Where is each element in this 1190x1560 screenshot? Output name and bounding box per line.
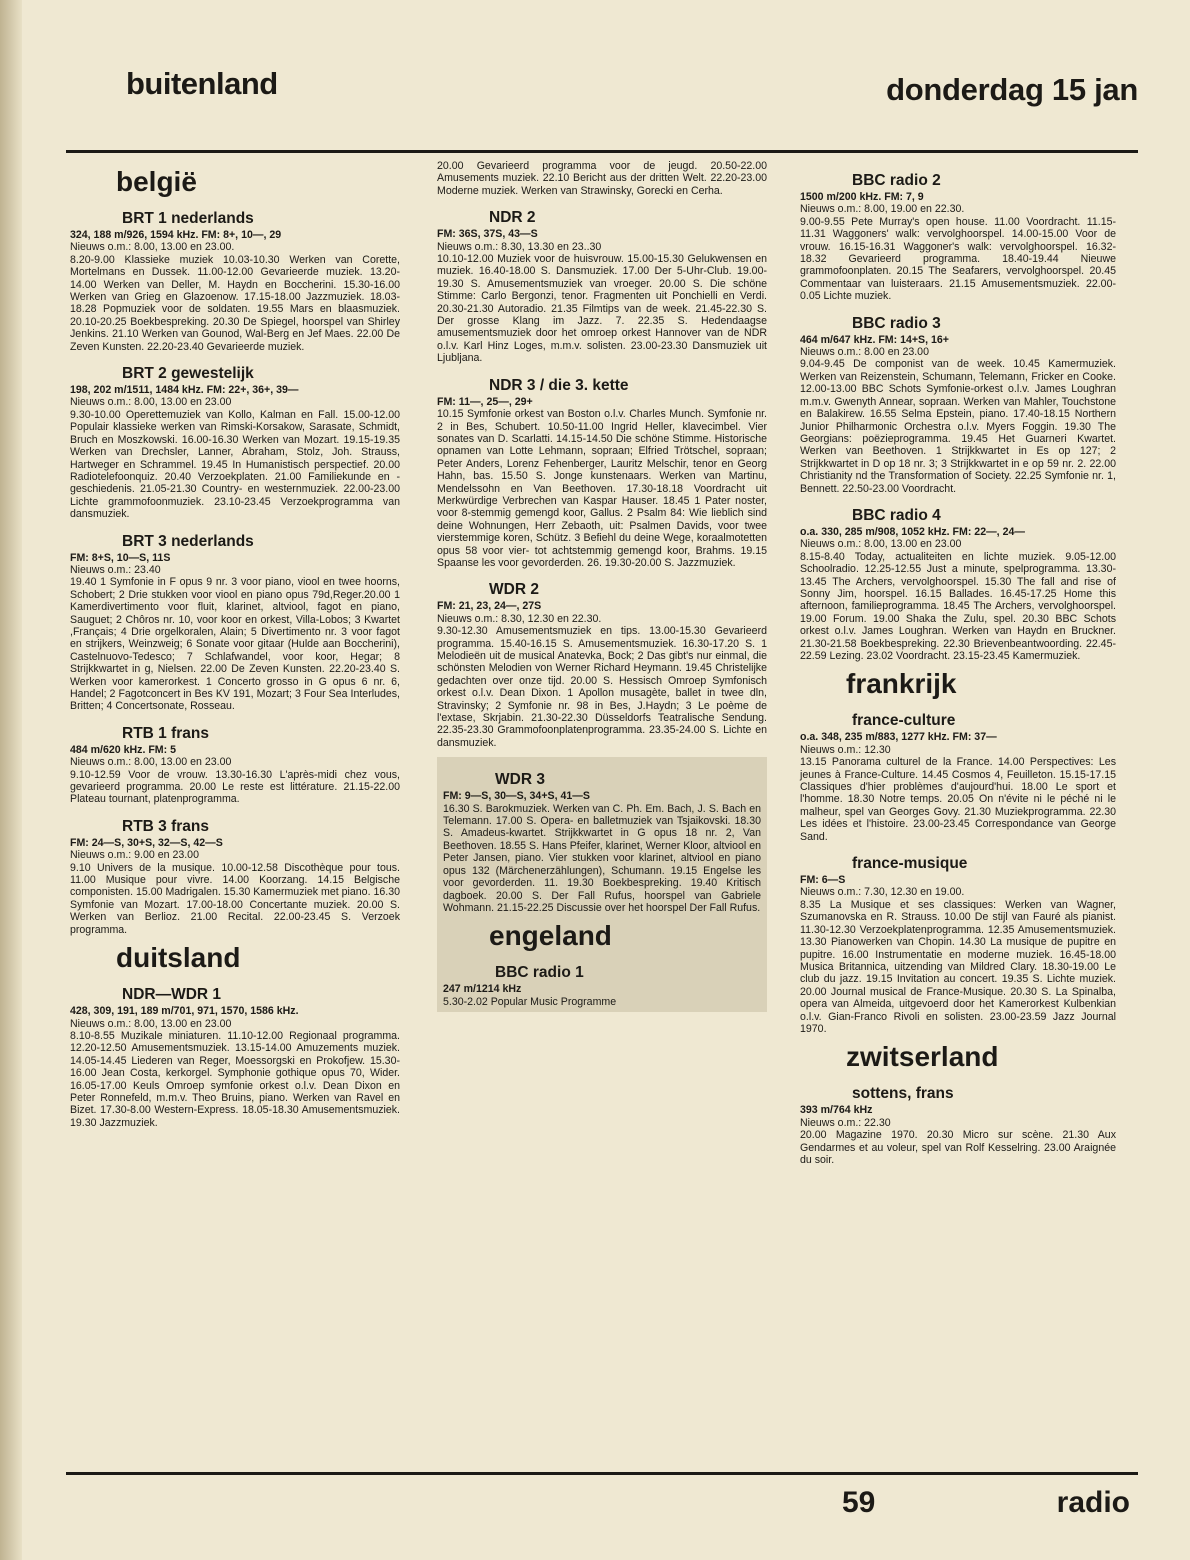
station-frequencies: o.a. 348, 235 m/883, 1277 kHz. FM: 37— [800,731,997,744]
news-times: Nieuws o.m.: 8.00, 19.00 en 22.30. [800,203,965,216]
station-name: sottens, frans [852,1085,954,1103]
country-heading: duitsland [116,942,241,974]
station-name: BRT 3 nederlands [122,532,254,550]
news-times: Nieuws o.m.: 8.00, 13.00 en 23.00 [70,756,232,769]
program-listing: 9.30-12.30 Amusementsmuziek en tips. 13.00-15.30 Gevarieerd programma. 15.40-16.15 S. Amusementsmuziek. 16.30-17.20 S. 1 Melodieën uit de musical Anatevka, Bock; 2 Das gibt's nur einmal, die schönsten Melodien von Werner Richard Heymann. 19.45 Christelijke gedachten over onze tijd. 20.00 S. Hessisch Omroep Symfonisch orkest o.l.v. Dean Dixon. 1 Apollon musagète, ballet in twee dln, Stravinsky; 2 Symfonie nr. 98 in Bes, J.Haydn; 3 Le poème de l'extase, Skrjabin. 21.30-22.30 Düsseldorfs Teatralische Sendung. 22.35-23.30 Grammofoonplatenprogramma. 23.35-24.00 S. Lichte en dansmuziek. [437,625,767,749]
station-name: BRT 1 nederlands [122,210,254,227]
station-name: BBC radio 3 [852,314,941,332]
program-listing: 9.30-10.00 Operettemuziek van Kollo, Kalman en Fall. 15.00-12.00 Populair klassieke werken van Rimski-Korsakow, Sarasate, Schmidt, Bruch en Moszkowski. 16.00-16.30 Werken van Mozart. 19.15-19.35 Werken van Drechsler, Lanner, Abraham, Stolz, Joh. Strauss, Hartweger en Schrammel. 19.45 In Humanistisch perspectief. 20.00 Radiotelefoonquiz. 20.40 Verzoekplaten. 21.00 Familiekunde en -geschiedenis. 21.05-21.30 Country- en westernmuziek. 22.00-23.00 Lichte grammofoonmuziek. 23.10-23.45 Verzoekprogramma van dansmuziek. [70,408,400,521]
station-frequencies: 247 m/1214 kHz [443,983,522,996]
program-listing: 9.04-9.45 De componist van de week. 10.45 Kamermuziek. Werken van Reizenstein, Schumann, Telemann, Fricker en Cooke. 12.00-13.00 BBC Schots Symfonie-orkest o.l.v. James Loughran m.m.v. Gwenyth Annear, sopraan. Werken van Mahler, Touchstone en Balakirew. 16.55 Selma Epstein, piano. 17.40-18.15 Northern Junior Philharmonic Orchestra o.l.v. Myers Foggin. 19.30 The Georgians: poëzieprogramma. 19.45 Het Guarneri Kwartet. Werken van Beethoven. 1 Strijkkwartet in Es op 127; 2 Strijkkwartet in D op 18 nr. 3; 3 Strijkkwartet in e op 59 nr. 2. 22.00 Christianity nd the Transformation of Society. 22.25 Symfonie nr. 1, Bennett. 22.50-23.00 Voordracht. [800,358,1116,495]
program-listing: 10.15 Symfonie orkest van Boston o.l.v. Charles Munch. Symfonie nr. 2 in Bes, Schubert. 10.50-11.00 Ingrid Heller, klavecimbel. Vier sonates van D. Scarlatti. 14.15-14.50 Die schöne Stimme. Historische opnamen van Lotte Lehmann, sopraan; Elfried Trötschel, sopraan; Peter Anders, Lorenz Fehenberger, Lauritz Melschir, tenor en Georg Hahn, bas. 15.50 S. Jonge kunstenaars. Werken van Martinu, Mendelssohn en Van Beethoven. 17.30-18.18 Voordracht uit Merkwürdige Verbrechen van Kaspar Hauser. 18.45 1 Pater noster, voor 8-stemmig gemengd koor, Gallus. 2 Psalm 84: Wie lieblich sind deine Wohnungen, Herr Zebaoth, uit: Psalmen Davids, voor twee vierstemmige koren, Schütz. 3 Befiehl du deine Wege, koraalmotetten opus 58 voor vier- tot achtstemmig gemengd koor, Brahms. 19.15 Spaanse les voor gevorderden. 26. 19.30-20.00 S. Jazzmuziek. [437,408,767,569]
station-name: BBC radio 2 [852,172,941,189]
station-frequencies: 1500 m/200 kHz. FM: 7, 9 [800,191,924,203]
program-listing: 9.10 Univers de la musique. 10.00-12.58 Discothèque pour tous. 11.00 Musique pour vivre. 14.00 Koorzang. 14.15 Belgische componisten. 15.00 Madrigalen. 15.30 Kamermuziek met piano. 16.30 Symfonie van Mozart. 17.00-18.00 Concertante muziek. 20.00 S. Werken van Berlioz. 21.00 Recital. 22.00-23.45 S. Verzoek programma. [70,861,400,936]
country-heading: belgië [116,166,197,197]
section-title: buitenland [126,66,278,101]
country-heading: frankrijk [846,668,957,700]
program-listing: 20.00 Magazine 1970. 20.30 Micro sur scène. 21.30 Aux Gendarmes et au voleur, spel van Rolf Kesselring. 23.00 Araignée du soir. [800,1129,1116,1166]
station-name: france-musique [852,855,968,873]
station-frequencies: 198, 202 m/1511, 1484 kHz. FM: 22+, 36+, 39— [70,384,299,397]
program-listing: 10.10-12.00 Muziek voor de huisvrouw. 15.00-15.30 Gelukwensen en muziek. 16.40-18.00 S. Dansmuziek. 17.00 Der 5-Uhr-Club. 19.00-19.30 S. Amusementsmuziek van vroeger. 20.00 S. Die schöne Stimme: Carlo Bergonzi, tenor. Fragmenten uit Ponchielli en Verdi. 20.30-21.30 Autoradio. 21.35 Filmtips van de week. 21.45-22.30 S. Der grosse Klang im Jazz. 7. 22.35 S. Hedendaagse amusementsmuziek door het omroep orkest Hannover van de NDR o.l.v. Karl Hinz Loges, m.m.v. solisten. 23.00-23.30 Dansmuziek uit Ljubljana. [437,253,767,365]
station-name: NDR—WDR 1 [122,986,222,1004]
program-listing: 8.35 La Musique et ses classiques: Werken van Wagner, Szumanovska en R. Strauss. 10.00 De stijl van Fauré als pianist. 11.30-12.30 Verzoekplatenprogramma. 12.35 Amusementsmuziek. 13.30 Pianowerken van Chopin. 14.30 La musique de pupitre en pupitre. 16.00 Instrumentatie en moderne muziek. 16.45-18.00 Musica Britannica, uitzending van Mildred Clary. 18.30-19.00 Le club du jazz. 19.15 Invitation au concert. 19.35 S. Lichte muziek. 20.00 Journal musical de France-Musique. 20.30 S. La Spinalba, opera van Almeida, uitgevoerd door het Kamerorkest Kulbenkian o.l.v. Gian-Franco Rivoli en solisten. 23.00-23.59 Jazz Journal 1970. [800,898,1116,1035]
news-times: Nieuws o.m.: 22.30 [800,1116,891,1129]
station-frequencies: FM: 8+S, 10—S, 11S [70,551,171,564]
station-frequencies: FM: 36S, 37S, 43—S [437,228,538,241]
station-name: BBC radio 4 [852,506,941,524]
news-times: Nieuws o.m.: 8.00 en 23.00 [800,346,929,359]
news-times: Nieuws o.m.: 9.00 en 23.00 [70,849,199,862]
top-divider [66,150,1138,153]
news-times: Nieuws o.m.: 23.40 [70,563,161,576]
station-name: NDR 2 [489,209,536,227]
news-times: Nieuws o.m.: 8.00, 13.00 en 23.00. [70,241,235,254]
news-times: Nieuws o.m.: 8.30, 12.30 en 22.30. [437,612,602,625]
program-listing: 8.15-8.40 Today, actualiteiten en lichte muziek. 9.05-12.00 Schoolradio. 12.25-12.55 Just a minute, spelprogramma. 13.30-13.45 The Archers, vervolghoorspel. 15.30 The fall and rise of Sonny Jim, hoorspel. 16.15 Ballades. 16.45-17.25 Home this afternoon, familieprogramma. 18.45 The Archers, vervolghoorspel. 19.00 Forum. 19.00 Shaka the Zulu, spel. 20.30 BBC Schots orkest o.l.v. James Loughran. Werken van Haydn en Bruckner. 21.30-21.58 Boekbespreking. 22.30 Brievenbeantwoording. 22.45-22.59 Lezing. 23.02 Voordracht. 23.15-23.45 Kamermuziek. [800,550,1116,662]
station-frequencies: 428, 309, 191, 189 m/701, 971, 1570, 1586 kHz. [70,1005,299,1018]
program-listing: 13.15 Panorama culturel de la France. 14.00 Perspectives: Les jeunes à France-Culture. 14.45 Cosmos 4, Feuilleton. 15.15-17.15 Classiques d'hier problèmes d'aujourd'hui. 18.00 Le sport et l'homme. 18.30 Notre temps. 20.05 On n'évite ni le péché ni le malheur, spel van Georges Govy. 21.30 Muziekprogramma. 22.30 Les idées et l'histoire. 23.00-23.45 Correspondance van George Sand. [800,756,1116,843]
news-times: Nieuws o.m.: 12.30 [800,743,891,756]
news-times: Nieuws o.m.: 8.00, 13.00 en 23.00 [70,396,232,409]
program-listing: 5.30-2.02 Popular Music Programme [443,995,617,1008]
station-name: BBC radio 1 [495,964,584,982]
column-2 [437,160,767,1012]
column-1 [70,160,400,1129]
program-listing: 9.00-9.55 Pete Murray's open house. 11.00 Voordracht. 11.15-11.31 Waggoners' walk: vervolghoorspel. 14.00-15.00 Voor de vrouw. 16.15-16.31 Waggoner's walk: vervolghoorspel. 16.32-18.32 Gevarieerd programma. 18.40-19.44 Nieuwe grammofoonplaten. 20.15 The Seafarers, vervolghoorspel. 20.45 Commentaar van luisteraars. 21.15 Amusementsmuziek. 22.00-0.05 Lichte muziek. [800,215,1116,303]
station-frequencies: 484 m/620 kHz. FM: 5 [70,743,176,756]
station-frequencies: FM: 24—S, 30+S, 32—S, 42—S [70,836,223,849]
station-name: RTB 1 frans [122,724,209,742]
program-listing: 8.20-9.00 Klassieke muziek 10.03-10.30 Werken van Corette, Mortelmans en Dussek. 11.00-12.00 Gevarieerde muziek. 13.20-14.00 Werken van Deller, M. Haydn en Boccherini. 15.30-16.00 Werken van Grieg en Glazoenow. 17.15-18.00 Jazzmuziek. 18.03-18.28 Popmuziek voor de soldaten. 19.55 Mars en blaasmuziek. 20.10-20.25 Boekbespreking. 20.30 De Spiegel, hoorspel van Shirley Jenkins. 21.10 Werken van Gounod, Wal-Berg en Jef Maes. 22.00 De Zeven Kunsten. 22.20-23.40 Gevarieerde muziek. [70,253,400,353]
news-times: Nieuws o.m.: 8.00, 13.00 en 23.00 [70,1017,232,1030]
page-binding-edge [0,0,22,1560]
highlight-box [437,757,767,1012]
page-number: 59 [842,1486,876,1519]
column-3 [800,160,1116,1166]
news-times: Nieuws o.m.: 8.00, 13.00 en 23.00 [800,538,962,551]
news-times: Nieuws o.m.: 8.30, 13.30 en 23..30 [437,240,602,253]
country-heading: engeland [489,920,612,952]
station-frequencies: o.a. 330, 285 m/908, 1052 kHz. FM: 22—, 24— [800,525,1025,538]
bottom-divider [66,1472,1138,1475]
news-times: Nieuws o.m.: 7.30, 12.30 en 19.00. [800,886,965,899]
station-frequencies: 393 m/764 kHz [800,1104,873,1117]
date-heading: donderdag 15 jan [886,72,1138,107]
country-heading: zwitserland [846,1041,999,1073]
program-listing: 16.30 S. Barokmuziek. Werken van C. Ph. Em. Bach, J. S. Bach en Telemann. 17.00 S. Opera- en balletmuziek van Tsjaikovski. 18.30 S. Amadeus-kwartet. Strijkkwartet in G opus 18 nr. 2, Van Beethoven. 18.55 S. Hans Pfeifer, klarinet, Werner Kloor, altviool en Peter Jansen, piano. Vier stukken voor klarinet, altviool en piano opus 132 (Märchenerzählungen), Schumann. 19.15 Engelse les voor gevorderden. 11. 19.30 Boekbespreking. 19.40 Kritisch dagboek. 20.00 S. Der Fall Rufus, hoorspel van Gabriele Wohmann. 21.15-22.25 Discussie over het hoorspel Der Fall Rufus. [443,802,761,914]
station-name: france-culture [852,712,956,730]
station-frequencies: FM: 21, 23, 24—, 27S [437,600,542,613]
station-frequencies: 464 m/647 kHz. FM: 14+S, 16+ [800,333,949,346]
footer-label: radio [1056,1486,1130,1519]
program-listing: 8.10-8.55 Muzikale miniaturen. 11.10-12.00 Regionaal programma. 12.20-12.50 Amusementsmuziek. 13.15-14.00 Amuzements muziek. 14.05-14.45 Liederen van Reger, Moessorgski en Prokofjew. 15.30-16.00 Jean Costa, kerkorgel. Symphonie gothique opus 70, Wider. 16.05-17.00 Keuls Omroep symfonie orkest o.l.v. Dean Dixon en Peter Ronnefeld, m.m.v. Theo Bruins, piano. Werken van Ravel en Bizet. 17.30-8.00 Western-Express. 18.05-18.30 Amusementsmuziek. 19.30 Jazzmuziek. [70,1029,400,1129]
station-frequencies: 324, 188 m/926, 1594 kHz. FM: 8+, 10—, 29 [70,229,282,241]
program-listing: 9.10-12.59 Voor de vrouw. 13.30-16.30 L'après-midi chez vous, gevarieerd programma. 20.00 Le reste est littérature. 21.15-22.00 Plateau tournant, platenprogramma. [70,768,400,806]
program-listing: 20.00 Gevarieerd programma voor de jeugd. 20.50-22.00 Amusements muziek. 22.10 Bericht aus der dritten Welt. 22.20-23.00 Moderne muziek. Werken van Strawinsky, Gorecki en Cerha. [437,160,767,197]
station-name: BRT 2 gewestelijk [122,365,254,383]
station-name: WDR 2 [489,581,539,599]
station-frequencies: FM: 11—, 25—, 29+ [437,395,533,408]
station-name: NDR 3 / die 3. kette [489,376,629,394]
program-listing: 19.40 1 Symfonie in F opus 9 nr. 3 voor piano, viool en twee hoorns, Schobert; 2 Drie stukken voor viool en piano opus 79d,Reger.20.00 1 Kamerdivertimento voor fluit, klarinet, altviool, fagot en piano, Sauguet; 2 Chôros nr. 10, voor koor en orkest, Villa-Lobos; 3 Kwartet ,Français; 4 Drie orgelkoralen, Alain; 5 Divertimento nr. 3 voor fagot en strijkers, Weinzweig; 6 Sonate voor gitaar (Hulde aan Boccherini), Castelnuovo-Tedesco; 7 Schlafwandel, voor koor, Hegar; 8 Strijkkwartet in g, Nielsen. 22.00 De Zeven Kunsten. 22.20-23.40 S. Werken voor kamerorkest. 1 Concerto grosso in G opus 6 nr. 6, Handel; 2 Fagotconcert in Bes KV 191, Mozart; 3 Four Sea Interludes, Britten; 4 Concertsonate, Rosseau. [70,576,400,713]
station-name: WDR 3 [495,771,545,789]
station-frequencies: FM: 9—S, 30—S, 34+S, 41—S [443,790,590,803]
station-name: RTB 3 frans [122,817,209,835]
station-frequencies: FM: 6—S [800,874,846,887]
